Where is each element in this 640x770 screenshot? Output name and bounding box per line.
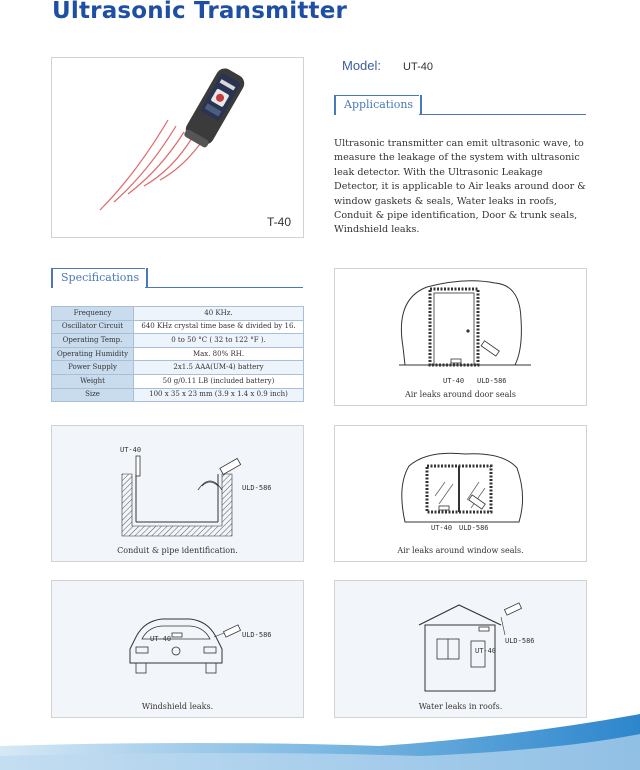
house-icon (419, 605, 501, 625)
spec-value: 640 KHz crystal time base & divided by 16. (134, 320, 304, 334)
table-row (52, 334, 304, 348)
transmitter-icon (479, 627, 489, 631)
transmitter-icon (172, 633, 182, 637)
window-illustration (335, 426, 586, 561)
label-ut40: UT-40 (150, 635, 172, 643)
door-seals-panel (334, 268, 587, 406)
spec-key: Power Supply (52, 361, 134, 375)
transmitter-icon (136, 456, 140, 476)
spec-key: Oscillator Circuit (52, 320, 134, 334)
bottom-wave-decoration (0, 700, 640, 770)
label-uld586: ULD-586 (505, 637, 535, 645)
detector-icon (481, 341, 499, 356)
label-uld586: ULD-586 (477, 377, 507, 385)
detector-icon (223, 625, 240, 637)
door-icon (430, 289, 478, 365)
car-icon (130, 619, 222, 663)
door-caption: Air leaks around door seals (404, 390, 517, 399)
transmitter-icon (451, 359, 461, 363)
conduit-panel (51, 425, 304, 562)
transmitter-icon (439, 506, 449, 510)
label-uld586: ULD-586 (459, 524, 489, 532)
model-value: UT-40 (403, 61, 433, 73)
spec-key: Operating Humidity (52, 347, 134, 361)
roof-panel (334, 580, 587, 718)
label-uld586: ULD-586 (242, 484, 272, 492)
table-row (52, 361, 304, 375)
spec-value: 40 KHz. (134, 307, 304, 321)
label-ut40: UT-40 (431, 524, 453, 532)
product-image-box (51, 57, 304, 238)
transmitter-illustration (52, 58, 303, 237)
window-caption: Air leaks around window seals. (397, 546, 524, 555)
table-row (52, 347, 304, 361)
spec-value: 100 x 35 x 23 mm (3.9 x 1.4 x 0.9 inch) (134, 388, 304, 402)
label-ut40: UT-40 (443, 377, 465, 385)
specifications-table (51, 306, 304, 402)
window-seals-panel (334, 425, 587, 562)
detector-icon (469, 495, 486, 509)
conduit-caption: Conduit & pipe identification. (117, 546, 238, 555)
spec-key: Frequency (52, 307, 134, 321)
table-row (52, 374, 304, 388)
page-title: Ultrasonic Transmitter (52, 0, 348, 24)
model-label: Model: (342, 58, 382, 73)
applications-tab: Applications (334, 95, 419, 115)
detector-icon (220, 458, 241, 474)
product-caption: T-40 (266, 215, 291, 229)
label-ut40: UT-40 (475, 647, 497, 655)
spec-value: 0 to 50 °C ( 32 to 122 °F ). (134, 334, 304, 348)
specifications-heading (51, 268, 303, 288)
house-illustration (335, 581, 586, 717)
applications-text: Ultrasonic transmitter can emit ultrasonic wave, to measure the leakage of the system with ultrasonic leak detector. With the Ultrasonic Leakage Detector, it is applicable to Air leaks around door & window gaskets & seals, Water leaks in roofs, Conduit & pipe identification, Door & trunk seals, Windshield leaks. (334, 138, 586, 236)
spec-key: Size (52, 388, 134, 402)
model-line (342, 58, 433, 73)
spec-value: 50 g/0.11 LB (included battery) (134, 374, 304, 388)
conduit-illustration (52, 426, 303, 561)
windshield-caption: Windshield leaks. (141, 702, 214, 711)
applications-heading (334, 95, 586, 115)
transmitter-device-icon (182, 65, 248, 149)
specifications-tab: Specifications (51, 268, 145, 288)
label-uld586: ULD-586 (242, 631, 272, 639)
car-illustration (52, 581, 303, 717)
spec-value: 2x1.5 AAA(UM-4) battery (134, 361, 304, 375)
roof-caption: Water leaks in roofs. (418, 702, 503, 711)
label-ut40: UT-40 (120, 446, 142, 454)
windshield-panel (51, 580, 304, 718)
table-row (52, 320, 304, 334)
detector-icon (504, 603, 521, 615)
spec-key: Operating Temp. (52, 334, 134, 348)
door-illustration (335, 269, 586, 405)
table-row (52, 388, 304, 402)
spec-value: Max. 80% RH. (134, 347, 304, 361)
spec-key: Weight (52, 374, 134, 388)
table-row (52, 307, 304, 321)
